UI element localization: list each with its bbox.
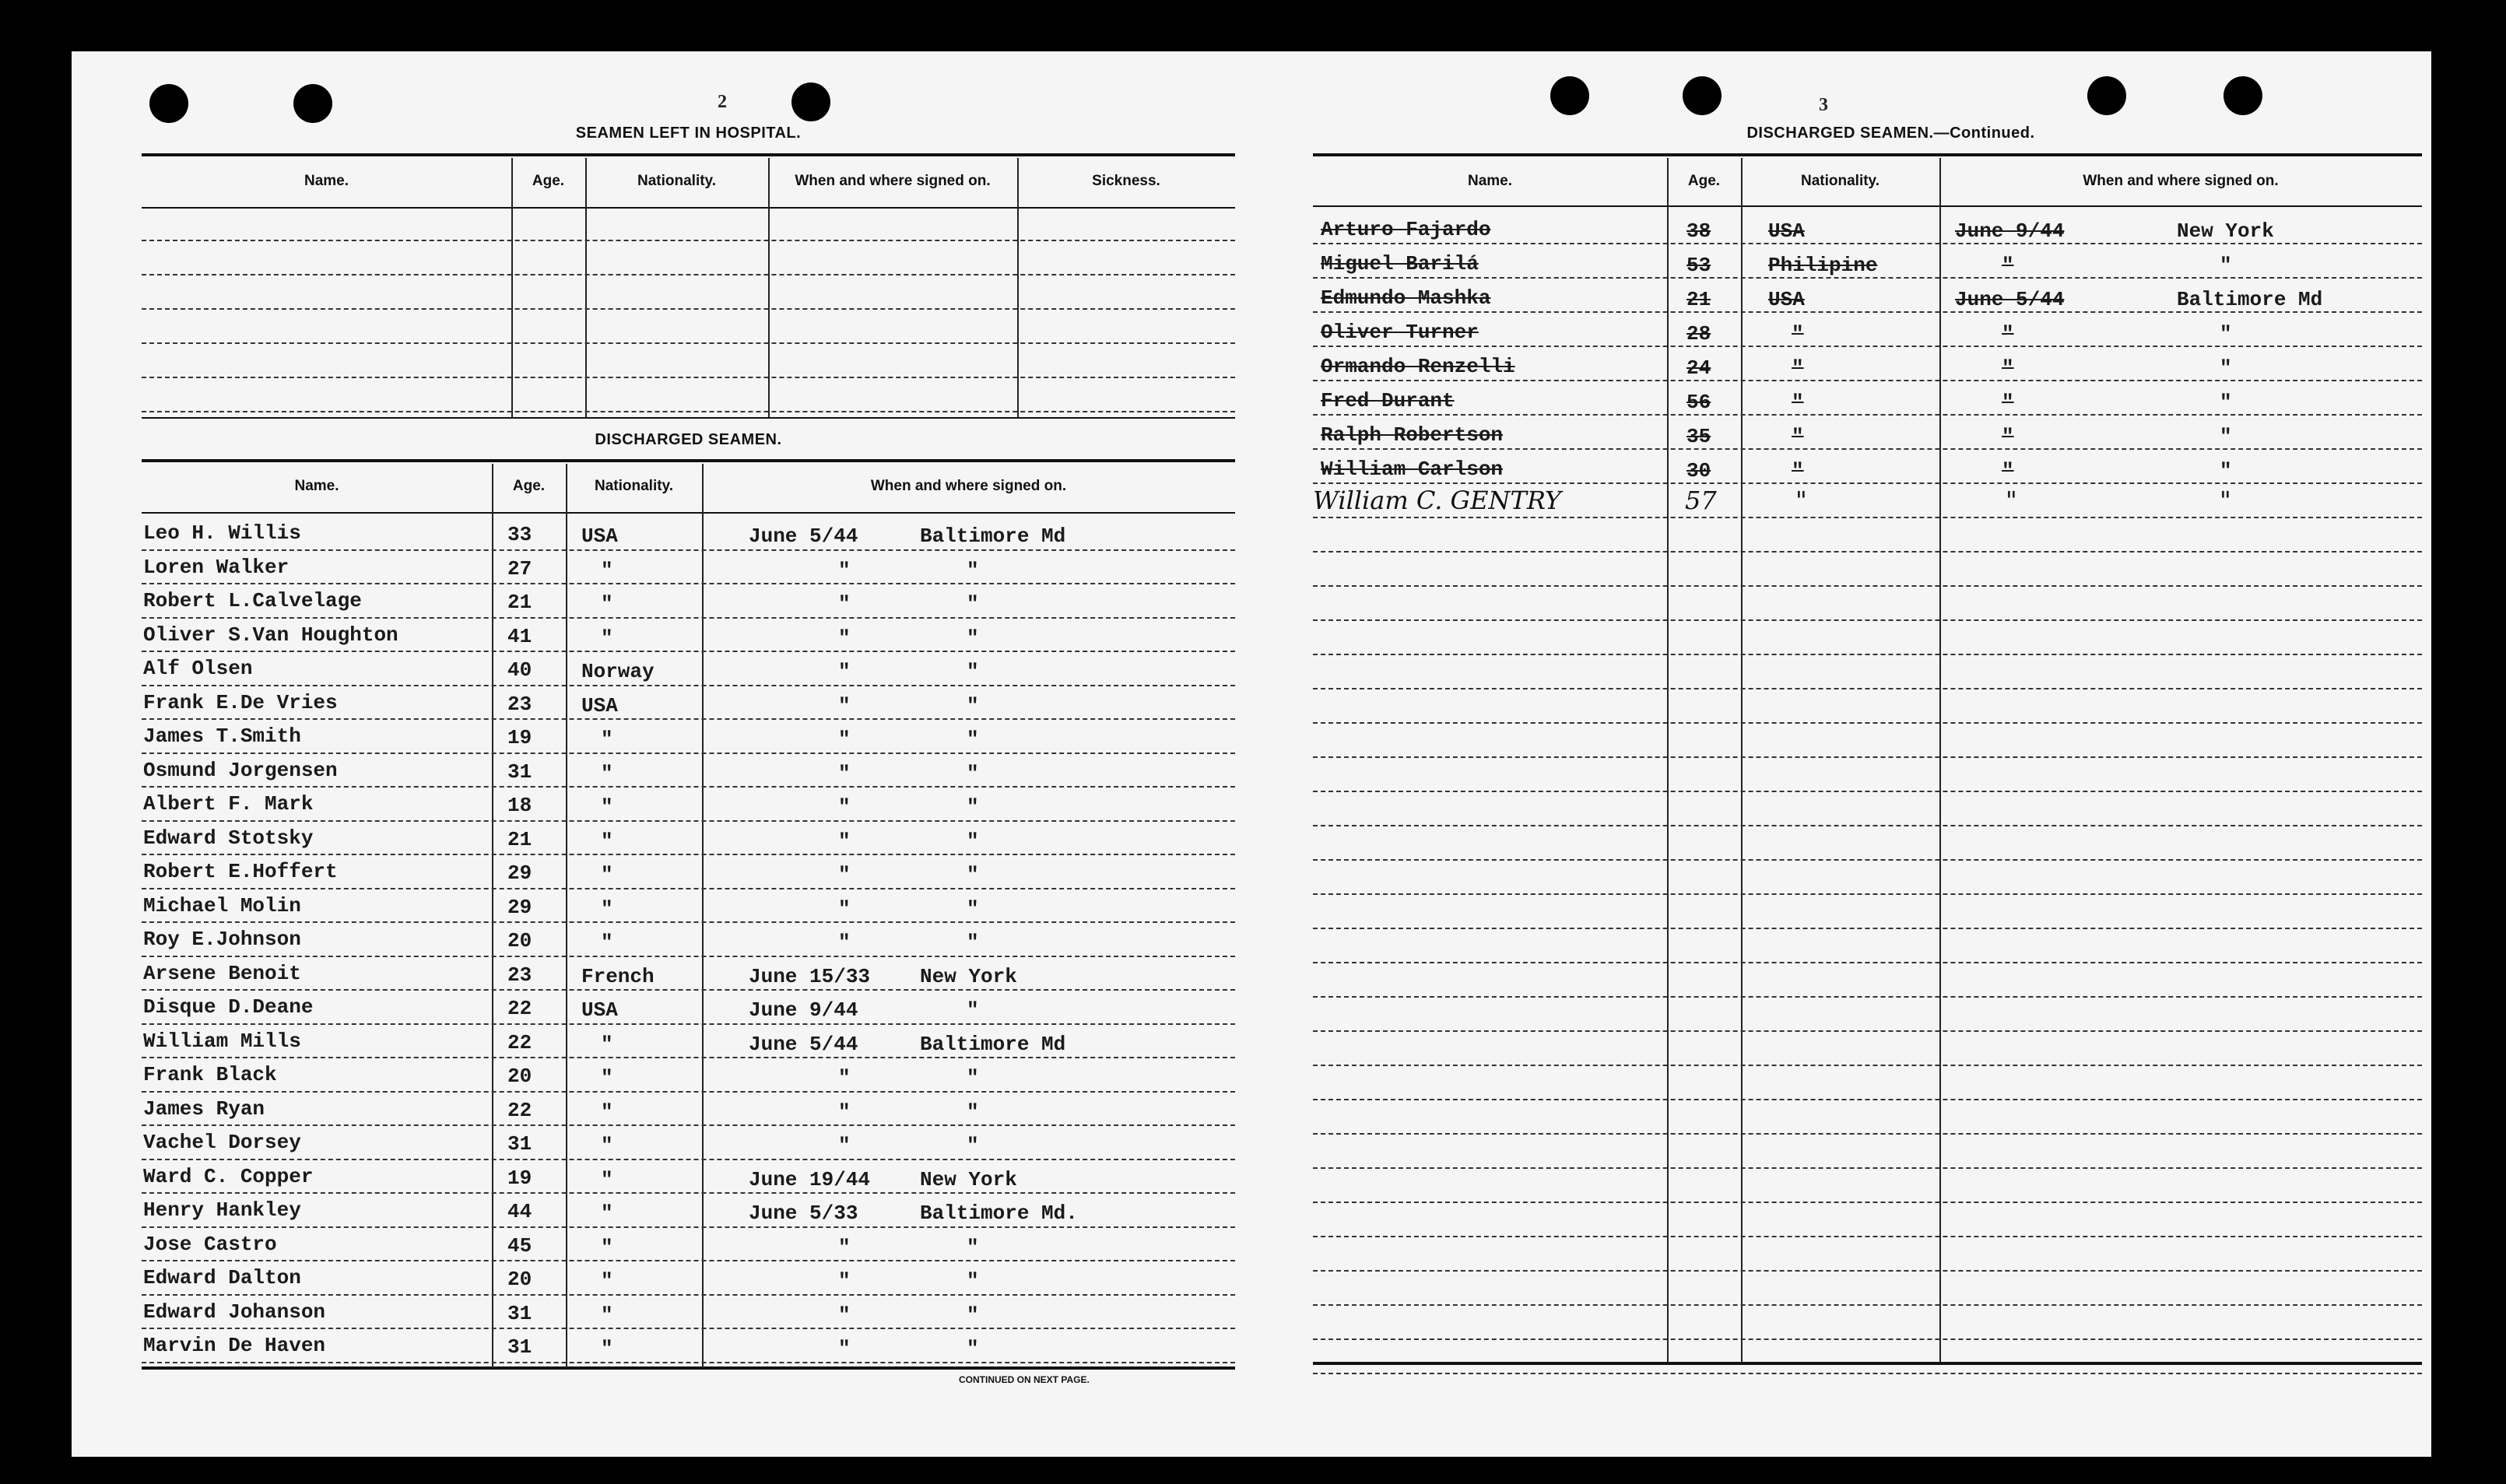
seaman-name: William Mills — [143, 1029, 301, 1053]
seaman-name: Ormando Renzelli — [1321, 355, 1515, 378]
seaman-name: Henry Hankley — [143, 1198, 301, 1222]
table-row-line — [1313, 517, 2422, 518]
seaman-nationality: USA — [581, 998, 618, 1022]
signed-on-date: " — [838, 761, 851, 785]
column-header: When and where signed on. — [870, 478, 1067, 494]
table-row-line — [142, 1159, 1235, 1160]
seaman-nationality: " — [1792, 356, 1804, 380]
seaman-age: 31 — [507, 1301, 532, 1325]
column-divider — [1667, 158, 1669, 1362]
column-header: Nationality. — [1801, 173, 1879, 189]
seaman-nationality: USA — [581, 693, 618, 717]
table-row-line — [142, 1192, 1235, 1194]
table-row-line — [1313, 277, 2422, 279]
signed-on-place: " — [967, 863, 979, 886]
rule — [142, 153, 1235, 156]
table-row-line — [1313, 1338, 2422, 1340]
column-header: When and where signed on. — [2083, 173, 2279, 189]
table-row-line — [142, 786, 1235, 788]
table-row-line — [142, 1362, 1235, 1363]
signed-on-place: " — [2220, 356, 2232, 380]
signed-on-place: " — [967, 829, 979, 853]
signed-on-date: June 5/33 — [749, 1202, 858, 1225]
table-row-line — [142, 617, 1235, 619]
table-row-line — [142, 921, 1235, 923]
signed-on-place: " — [967, 795, 979, 819]
seaman-name: Miguel Barilá — [1321, 252, 1479, 275]
seaman-nationality: " — [601, 1269, 613, 1293]
seaman-nationality: " — [601, 829, 613, 853]
table-row-line — [1313, 1270, 2422, 1272]
seaman-name: Edward Dalton — [143, 1266, 301, 1289]
empty-row — [142, 411, 1235, 412]
seaman-nationality: " — [601, 1066, 613, 1089]
seaman-age: 44 — [507, 1200, 532, 1223]
rule — [1313, 205, 2422, 207]
table-row-line — [142, 1226, 1235, 1228]
signed-on-date: June 15/33 — [749, 964, 871, 988]
table-row-line — [142, 651, 1235, 652]
signed-on-date: June 19/44 — [749, 1167, 871, 1191]
rule — [142, 459, 1235, 462]
signed-on-place: " — [2220, 391, 2232, 414]
seaman-nationality: " — [601, 1134, 613, 1157]
seaman-nationality: " — [601, 1100, 613, 1124]
signed-on-date: " — [838, 1235, 851, 1259]
signed-on-date: " — [838, 660, 851, 683]
seaman-nationality: " — [1792, 391, 1804, 414]
signed-on-place: " — [967, 761, 979, 785]
signed-on-date: June 9/44 — [749, 998, 858, 1022]
seaman-age: 45 — [507, 1233, 532, 1258]
signed-on-date: " — [838, 728, 851, 751]
seaman-name: Frank Black — [143, 1063, 277, 1086]
table-row-line — [1313, 311, 2422, 313]
column-divider — [702, 464, 704, 1368]
handwritten-nationality: " — [1795, 486, 1807, 515]
signed-on-date: " — [838, 795, 851, 819]
empty-row — [142, 274, 1235, 275]
signed-on-date: " — [838, 693, 851, 717]
seaman-name: Ward C. Copper — [143, 1164, 314, 1188]
table-row-line — [142, 549, 1235, 551]
seaman-age: 18 — [507, 794, 532, 817]
seaman-name: Michael Molin — [143, 893, 301, 917]
table-row-line — [1313, 791, 2422, 792]
table-row-line — [142, 854, 1235, 855]
column-divider — [1741, 158, 1743, 1362]
signed-on-date: " — [2002, 356, 2014, 380]
seaman-nationality: " — [1792, 322, 1804, 346]
table-row-line — [1313, 346, 2422, 347]
signed-on-place: " — [967, 998, 979, 1022]
rule — [142, 207, 1235, 209]
table-row-line — [1313, 482, 2422, 484]
seaman-age: 21 — [507, 827, 532, 851]
seaman-name: Oliver Turner — [1321, 321, 1479, 344]
page-title: DISCHARGED SEAMEN.—Continued. — [1746, 125, 2035, 142]
hospital-section-title: SEAMEN LEFT IN HOSPITAL. — [575, 125, 802, 142]
signed-on-place: " — [967, 896, 979, 921]
signed-on-place: " — [967, 626, 979, 650]
rule — [142, 1366, 1235, 1370]
table-row-line — [1313, 996, 2422, 998]
seaman-name: Loren Walker — [143, 555, 290, 579]
column-header: Age. — [532, 173, 565, 189]
table-row-line — [1313, 859, 2422, 861]
seaman-name: Arturo Fajardo — [1321, 218, 1491, 241]
table-row-line — [1313, 654, 2422, 655]
seaman-age: 22 — [507, 997, 532, 1020]
empty-row — [142, 308, 1235, 310]
seaman-age: 30 — [1686, 459, 1711, 482]
signed-on-place: " — [967, 660, 979, 683]
seaman-nationality: " — [601, 592, 613, 616]
seaman-age: 20 — [507, 1065, 532, 1088]
empty-row — [142, 240, 1235, 241]
column-header: Name. — [1467, 173, 1513, 189]
table-row-line — [1313, 448, 2422, 450]
column-header: Age. — [1687, 173, 1721, 189]
seaman-name: Robert L.Calvelage — [143, 589, 362, 612]
table-row-line — [142, 989, 1235, 991]
column-divider — [768, 158, 770, 419]
signed-on-date: June 9/44 — [1955, 219, 2065, 243]
right-page — [1313, 51, 2422, 1457]
table-row-line — [142, 1124, 1235, 1126]
document-sheet — [72, 51, 2431, 1457]
table-row-line — [142, 685, 1235, 686]
seaman-name: Oliver S.Van Houghton — [143, 623, 398, 647]
signed-on-place: Baltimore Md — [2177, 288, 2323, 311]
seaman-age: 31 — [507, 760, 532, 784]
signed-on-place: New York — [920, 964, 1017, 988]
seaman-nationality: French — [581, 964, 655, 988]
column-divider — [566, 464, 567, 1368]
seaman-nationality: " — [601, 1202, 613, 1225]
table-row-line — [1313, 1099, 2422, 1100]
seaman-nationality: " — [601, 626, 613, 650]
seaman-nationality: " — [601, 1032, 613, 1056]
seaman-age: 33 — [507, 523, 532, 546]
table-row-line — [1313, 1304, 2422, 1306]
seaman-name: Alf Olsen — [143, 657, 253, 680]
table-row-line — [1313, 1236, 2422, 1237]
page-number: 2 — [718, 92, 727, 112]
seaman-nationality: Norway — [581, 660, 655, 683]
column-header: Nationality. — [595, 478, 673, 494]
seaman-age: 20 — [507, 1268, 532, 1291]
seaman-nationality: " — [601, 1303, 613, 1327]
handwritten-name: William C. GENTRY — [1313, 486, 1562, 515]
seaman-nationality: " — [601, 795, 613, 819]
signed-on-date: June 5/44 — [749, 524, 858, 548]
empty-row — [142, 342, 1235, 344]
table-row-line — [142, 1328, 1235, 1329]
signed-on-date: " — [838, 1303, 851, 1327]
rule — [1313, 1362, 2422, 1365]
seaman-age: 21 — [1686, 288, 1711, 311]
handwritten-date: " — [2006, 486, 2017, 515]
table-row-line — [142, 888, 1235, 889]
signed-on-date: June 5/44 — [1955, 288, 2065, 311]
table-row-line — [142, 583, 1235, 584]
table-row-line — [1313, 722, 2422, 724]
left-page — [142, 51, 1235, 1457]
seaman-nationality: " — [1792, 459, 1804, 482]
signed-on-place: " — [967, 558, 979, 582]
seaman-name: Edmundo Mashka — [1321, 286, 1491, 310]
seaman-name: Edward Johanson — [143, 1300, 326, 1324]
signed-on-date: " — [838, 863, 851, 886]
seaman-nationality: " — [601, 761, 613, 785]
signed-on-date: " — [838, 1100, 851, 1124]
signed-on-date: " — [838, 1269, 851, 1293]
seaman-age: 53 — [1686, 254, 1711, 277]
seaman-name: Fred Durant — [1321, 389, 1455, 412]
seaman-age: 24 — [1686, 356, 1711, 380]
seaman-name: Osmund Jorgensen — [143, 758, 338, 782]
seaman-age: 23 — [507, 692, 532, 716]
signed-on-place: Baltimore Md — [920, 524, 1066, 548]
seaman-age: 29 — [507, 861, 532, 885]
signed-on-place: " — [967, 1269, 979, 1293]
table-row-line — [1313, 1202, 2422, 1203]
signed-on-place: " — [2220, 459, 2232, 482]
column-header: Name. — [304, 173, 349, 189]
seaman-age: 19 — [507, 726, 532, 749]
seaman-nationality: " — [601, 863, 613, 886]
signed-on-date: " — [2002, 391, 2014, 414]
seaman-age: 41 — [507, 624, 532, 648]
signed-on-place: " — [967, 728, 979, 751]
table-row-line — [142, 1057, 1235, 1058]
seaman-name: James T.Smith — [143, 724, 301, 748]
seaman-name: Frank E.De Vries — [143, 690, 338, 714]
seaman-nationality: " — [601, 896, 613, 921]
seaman-nationality: " — [1792, 425, 1804, 448]
column-header: Name. — [294, 478, 339, 494]
table-row-line — [142, 820, 1235, 822]
seaman-age: 40 — [507, 658, 532, 682]
empty-row — [142, 377, 1235, 378]
signed-on-place: New York — [920, 1167, 1017, 1191]
table-row-line — [142, 1294, 1235, 1296]
table-row-line — [142, 1260, 1235, 1261]
table-row-line — [1313, 414, 2422, 416]
table-row-line — [142, 1091, 1235, 1093]
seaman-age: 21 — [507, 591, 532, 614]
column-divider — [492, 464, 493, 1368]
signed-on-place: Baltimore Md — [920, 1032, 1066, 1056]
seaman-age: 27 — [507, 556, 532, 581]
table-row-line — [142, 956, 1235, 957]
seaman-age: 31 — [507, 1335, 532, 1359]
signed-on-date: " — [838, 931, 851, 954]
table-row-line — [142, 718, 1235, 720]
signed-on-date: " — [2002, 322, 2014, 346]
seaman-name: Disque D.Deane — [143, 995, 314, 1019]
seaman-name: Arsene Benoit — [143, 961, 301, 985]
signed-on-date: " — [838, 592, 851, 616]
table-row-line — [142, 1023, 1235, 1025]
handwritten-place: " — [2220, 486, 2231, 515]
table-row-line — [1313, 1167, 2422, 1169]
signed-on-place: " — [2220, 322, 2232, 346]
signed-on-date: " — [2002, 425, 2014, 448]
column-header: Age. — [512, 478, 546, 494]
seaman-nationality: Philipine — [1768, 254, 1878, 277]
seaman-age: 22 — [507, 1098, 532, 1122]
table-row-line — [1313, 380, 2422, 381]
discharged-section-title: DISCHARGED SEAMEN. — [595, 431, 782, 448]
seaman-nationality: " — [601, 728, 613, 751]
seaman-nationality: USA — [1768, 219, 1805, 243]
table-row-line — [1313, 1373, 2422, 1374]
seaman-name: Leo H. Willis — [143, 521, 301, 545]
table-row-line — [1313, 928, 2422, 929]
column-divider — [1939, 158, 1941, 1362]
seaman-nationality: " — [601, 558, 613, 582]
seaman-age: 35 — [1686, 425, 1711, 448]
column-divider — [1017, 158, 1019, 419]
signed-on-place: New York — [2177, 219, 2274, 243]
column-header: Nationality. — [637, 173, 716, 189]
signed-on-date: " — [838, 1337, 851, 1360]
seaman-nationality: " — [601, 931, 613, 954]
signed-on-date: " — [838, 896, 851, 921]
seaman-age: 20 — [507, 929, 532, 952]
seaman-name: Robert E.Hoffert — [143, 860, 338, 883]
handwritten-age: 57 — [1685, 486, 1717, 515]
seaman-age: 29 — [507, 895, 532, 919]
signed-on-date: " — [2002, 459, 2014, 482]
continued-note: CONTINUED ON NEXT PAGE. — [959, 1374, 1090, 1385]
table-row-line — [1313, 1133, 2422, 1135]
table-row-line — [1313, 962, 2422, 963]
column-header: When and where signed on. — [795, 173, 991, 189]
signed-on-date: " — [838, 558, 851, 582]
signed-on-place: " — [967, 1303, 979, 1327]
table-row-line — [1313, 1065, 2422, 1066]
seaman-nationality: " — [601, 1235, 613, 1259]
table-row-line — [1313, 243, 2422, 244]
seaman-age: 31 — [507, 1132, 532, 1156]
signed-on-place: " — [967, 693, 979, 717]
table-row-line — [1313, 1030, 2422, 1032]
signed-on-place: " — [2220, 254, 2232, 277]
rule — [142, 417, 1235, 419]
seaman-name: Jose Castro — [143, 1232, 277, 1256]
signed-on-date: " — [2002, 254, 2014, 277]
table-row-line — [1313, 585, 2422, 587]
seaman-name: Marvin De Haven — [143, 1334, 326, 1357]
seaman-name: James Ryan — [143, 1096, 265, 1121]
table-row-line — [142, 753, 1235, 754]
column-divider — [585, 158, 587, 419]
signed-on-place: " — [967, 1100, 979, 1124]
signed-on-date: " — [838, 829, 851, 853]
table-row-line — [1313, 688, 2422, 689]
table-row-line — [1313, 825, 2422, 826]
table-row-line — [1313, 551, 2422, 553]
seaman-age: 38 — [1686, 219, 1711, 243]
signed-on-place: " — [967, 1235, 979, 1259]
column-header: Sickness. — [1092, 173, 1160, 189]
table-row-line — [1313, 619, 2422, 621]
signed-on-date: " — [838, 1134, 851, 1157]
table-row-line — [1313, 756, 2422, 758]
seaman-name: Ralph Robertson — [1321, 423, 1504, 447]
seaman-name: Roy E.Johnson — [143, 928, 301, 951]
signed-on-date: June 5/44 — [749, 1032, 858, 1056]
rule — [1313, 153, 2422, 156]
seaman-nationality: USA — [1768, 288, 1805, 311]
signed-on-place: " — [967, 1134, 979, 1157]
page-number: 3 — [1819, 95, 1828, 115]
seaman-age: 22 — [507, 1030, 532, 1054]
seaman-age: 56 — [1686, 391, 1711, 414]
seaman-name: Vachel Dorsey — [143, 1131, 301, 1154]
signed-on-place: Baltimore Md. — [920, 1202, 1078, 1225]
rule — [142, 512, 1235, 514]
signed-on-date: " — [838, 1066, 851, 1089]
signed-on-place: " — [2220, 425, 2232, 448]
seaman-name: William Carlson — [1321, 458, 1504, 481]
seaman-age: 23 — [507, 963, 532, 987]
seaman-nationality: USA — [581, 524, 618, 548]
signed-on-place: " — [967, 1066, 979, 1089]
table-row-line — [1313, 893, 2422, 895]
signed-on-date: " — [838, 626, 851, 650]
signed-on-place: " — [967, 931, 979, 954]
signed-on-place: " — [967, 592, 979, 616]
seaman-name: Albert F. Mark — [143, 792, 314, 816]
seaman-nationality: " — [601, 1167, 613, 1191]
seaman-age: 19 — [507, 1166, 532, 1190]
column-divider — [511, 158, 513, 419]
seaman-age: 28 — [1686, 322, 1711, 346]
signed-on-place: " — [967, 1337, 979, 1360]
seaman-nationality: " — [601, 1337, 613, 1360]
seaman-name: Edward Stotsky — [143, 826, 314, 850]
